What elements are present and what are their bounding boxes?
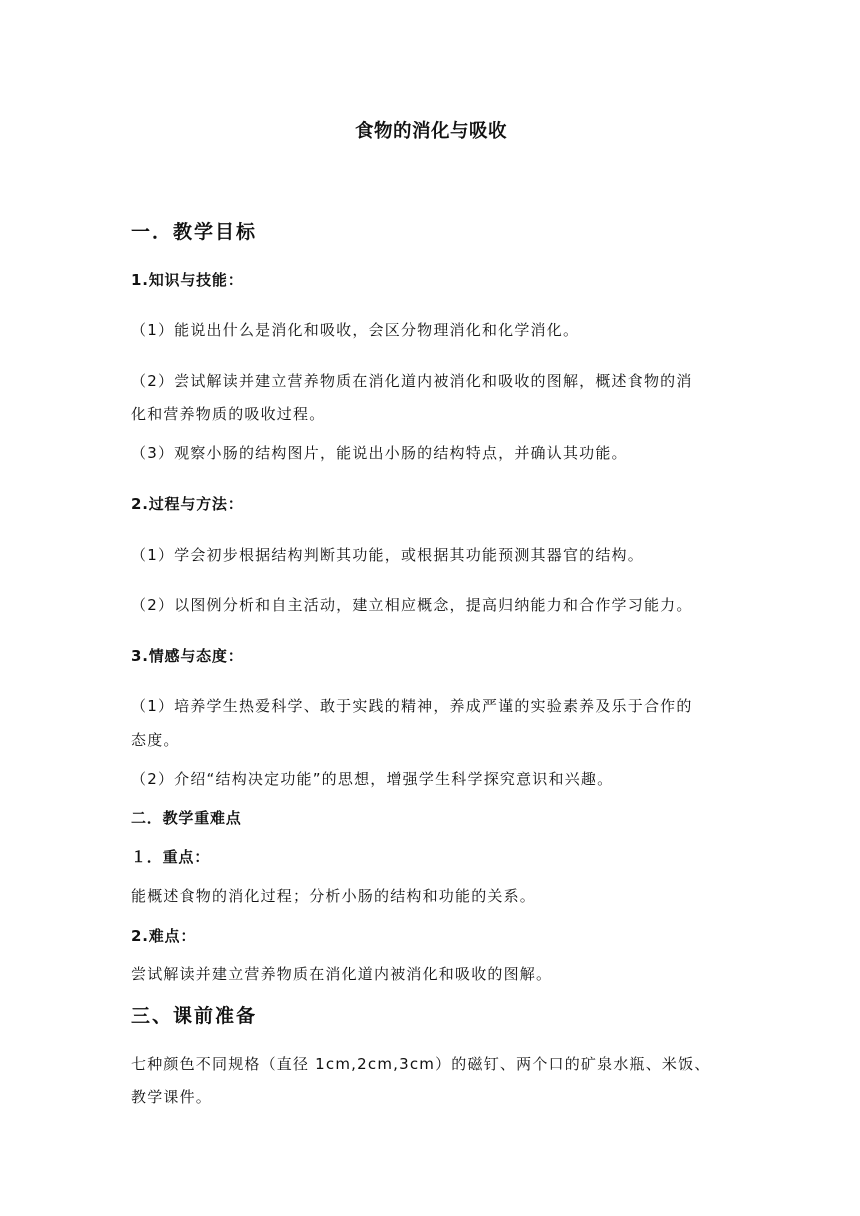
section-heading-teaching-goals: 一．教学目标 [131,221,258,243]
emotion-item-1-line-2: 态度。 [131,731,180,749]
preparation-text-line-2: 教学课件。 [131,1088,213,1106]
section-heading-key-difficult-points: 二．教学重难点 [131,809,242,827]
emotion-item-2: （2）介绍“结构决定功能”的思想，增强学生科学探究意识和兴趣。 [131,770,614,788]
preparation-text-line-1: 七种颜色不同规格（直径 1cm,2cm,3cm）的磁钉、两个口的矿泉水瓶、米饭、 [131,1055,711,1073]
emotion-item-1-line-1: （1）培养学生热爱科学、敢于实践的精神，养成严谨的实验素养及乐于合作的 [131,697,693,715]
subheading-process-methods: 2.过程与方法： [131,495,244,513]
subheading-difficult-point: 2.难点： [131,927,197,945]
key-point-text: 能概述食物的消化过程；分析小肠的结构和功能的关系。 [131,887,537,905]
process-item-1: （1）学会初步根据结构判断其功能，或根据其功能预测其器官的结构。 [131,546,644,564]
section-heading-preparation: 三、课前准备 [131,1005,258,1027]
difficult-point-text: 尝试解读并建立营养物质在消化道内被消化和吸收的图解。 [131,965,553,983]
knowledge-item-2-line-2: 化和营养物质的吸收过程。 [131,405,326,423]
subheading-emotion-attitude: 3.情感与态度： [131,647,244,665]
document-title: 食物的消化与吸收 [354,121,507,142]
knowledge-item-2-line-1: （2）尝试解读并建立营养物质在消化道内被消化和吸收的图解，概述食物的消 [131,372,693,390]
knowledge-item-3: （3）观察小肠的结构图片，能说出小肠的结构特点，并确认其功能。 [131,444,628,462]
subheading-knowledge-skills: 1.知识与技能： [131,271,244,289]
process-item-2: （2）以图例分析和自主活动，建立相应概念，提高归纳能力和合作学习能力。 [131,596,693,614]
subheading-key-point: １．重点： [131,848,211,866]
knowledge-item-1: （1）能说出什么是消化和吸收，会区分物理消化和化学消化。 [131,321,580,339]
